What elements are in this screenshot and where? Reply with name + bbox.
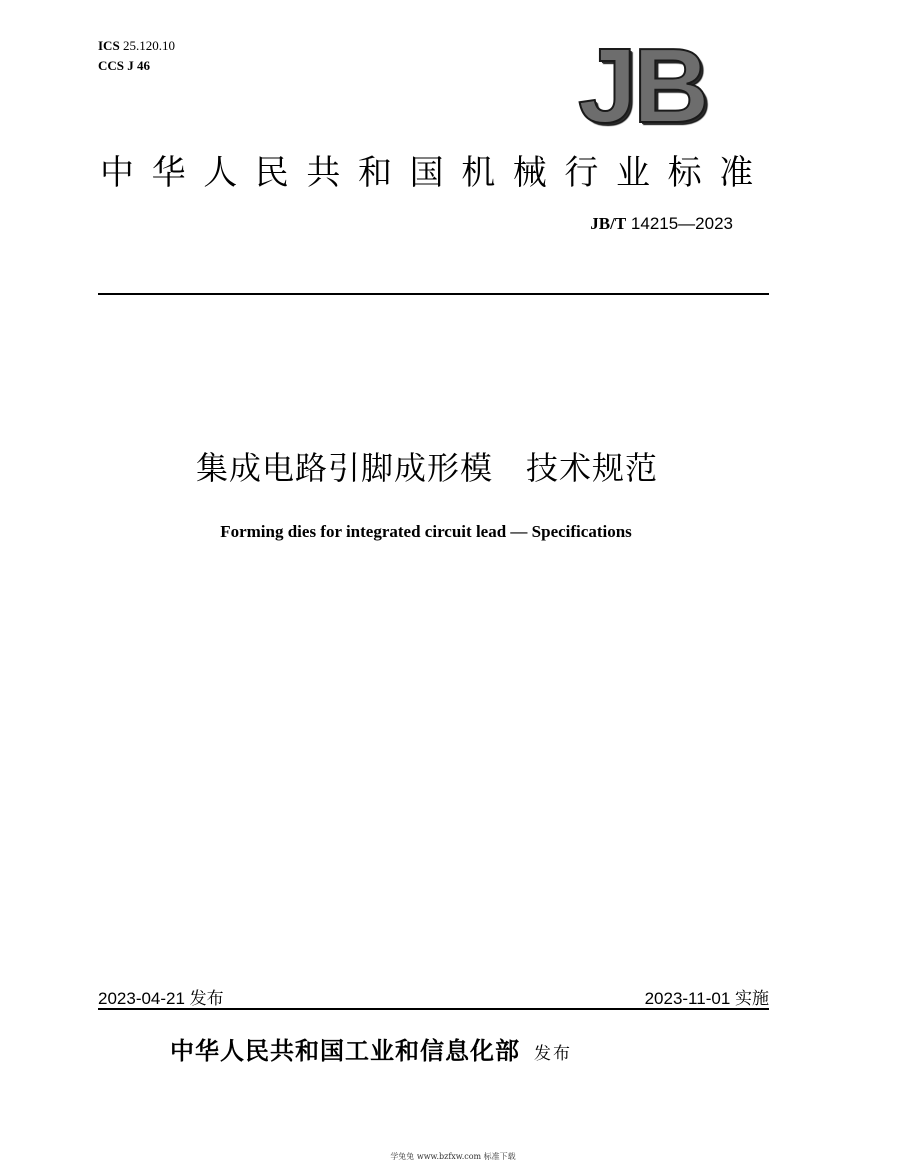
ccs-value: J 46 — [127, 58, 151, 73]
standard-number — [590, 214, 733, 234]
standard-number-prefix: JB/T — [590, 214, 627, 233]
footer-watermark: 学兔兔 www.bzfxw.com 标准下载 — [390, 1152, 516, 1161]
document-title-en: Forming dies for integrated circuit lead — Specifications — [220, 522, 632, 541]
standard-number-value: 14215—2023 — [630, 214, 733, 233]
issuer-name: 中华人民共和国工业和信息化部 — [170, 1037, 520, 1065]
ics-value: 25.120.10 — [122, 38, 175, 53]
standard-title: 中华人民共和国机械行业标准 — [100, 153, 771, 193]
ccs-code — [98, 56, 175, 76]
top-divider — [98, 293, 769, 295]
ccs-label: CCS — [98, 58, 125, 73]
ics-label: ICS — [98, 38, 120, 53]
implement-date: 2023-11-01 实施 — [644, 989, 769, 1008]
document-title-cn: 集成电路引脚成形模 技术规范 — [195, 449, 658, 487]
publish-date: 2023-04-21 发布 — [98, 989, 224, 1008]
jb-logo: JB — [578, 27, 706, 145]
bottom-divider — [98, 1008, 769, 1010]
classification-block — [98, 36, 175, 76]
ics-code — [98, 36, 175, 56]
issuer — [170, 1034, 572, 1071]
issuer-suffix: 发布 — [534, 1044, 572, 1064]
